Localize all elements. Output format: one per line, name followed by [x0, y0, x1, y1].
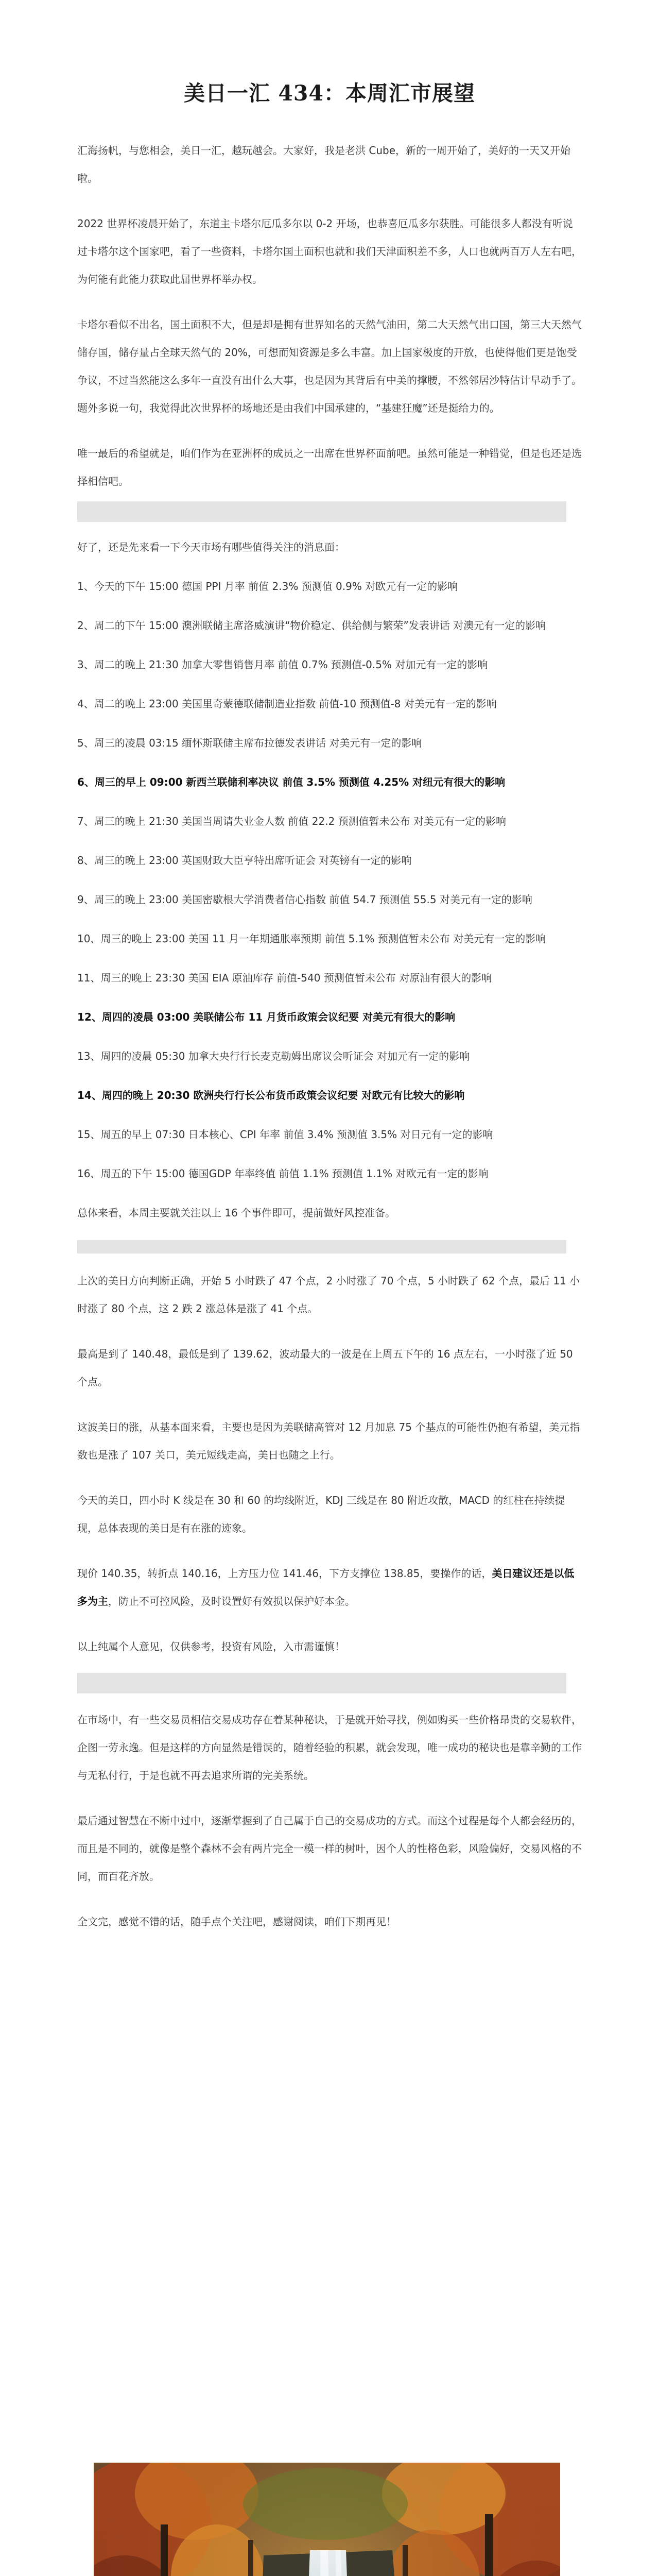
section-divider [77, 501, 566, 522]
article-content [77, 0, 582, 1936]
event-item: 14、周四的晚上 20:30 欧洲央行行长公布货币政策会议纪要 对欧元有比较大的影响 [77, 1089, 465, 1101]
event-item: 5、周三的凌晨 03:15 缅怀斯联储主席布拉德发表讲话 对美元有一定的影响 [77, 737, 422, 749]
analysis-paragraph: 这波美日的涨，从基本面来看，主要也是因为美联储高管对 12 月加息 75 个基点的可能性仍抱有希望，美元指数也是涨了 107 关口，美元短线走高，美日也随之上行。 [77, 1421, 580, 1461]
event-item: 8、周三的晚上 23:00 英国财政大臣亨特出席听证会 对英镑有一定的影响 [77, 854, 412, 867]
closing-paragraph: 全文完，感觉不错的话，随手点个关注吧，感谢阅读，咱们下期再见！ [77, 1916, 396, 1928]
intro-section [77, 137, 582, 495]
event-item: 10、周三的晚上 23:00 美国 11 月一年期通胀率预期 前值 5.1% 预测值暂未公布 对美元有一定的影响 [77, 933, 546, 945]
event-item: 16、周五的下午 15:00 德国GDP 年率终值 前值 1.1% 预测值 1.1% 对欧元有一定的影响 [77, 1167, 489, 1180]
levels-recommendation: 美日建议还是以低多为主 [77, 1567, 575, 1607]
event-item: 13、周四的凌晨 05:30 加拿大央行行长麦克勒姆出席议会听证会 对加元有一定的影响 [77, 1050, 470, 1062]
event-item: 2、周二的下午 15:00 澳洲联储主席洛威演讲“物价稳定、供给侧与繁荣”发表讲话 对澳元有一定的影响 [77, 619, 546, 632]
event-item: 12、周四的凌晨 03:00 美联储公布 11 月货币政策会议纪要 对美元有很大的影响 [77, 1011, 456, 1023]
intro-paragraph: 唯一最后的希望就是，咱们作为在亚洲杯的成员之一出席在世界杯面前吧。虽然可能是一种错觉，但是也还是选择相信吧。 [77, 447, 582, 487]
levels-paragraph [77, 1560, 582, 1615]
intro-paragraph: 2022 世界杯凌晨开始了，东道主卡塔尔厄瓜多尔以 0-2 开场，也恭喜厄瓜多尔获胜。可能很多人都没有听说过卡塔尔这个国家吧，看了一些资料，卡塔尔国土面积也就和我们天津面积差不多，人口也就两百万人左右吧，为何能有此能力获取此届世界杯举办权。 [77, 217, 582, 285]
event-item: 3、周二的晚上 21:30 加拿大零售销售月率 前值 0.7% 预测值-0.5% 对加元有一定的影响 [77, 658, 488, 671]
section-divider [77, 1673, 566, 1693]
event-item: 15、周五的早上 07:30 日本核心、CPI 年率 前值 3.4% 预测值 3.5% 对日元有一定的影响 [77, 1128, 493, 1141]
levels-tail: ，防止不可控风险，及时设置好有效损以保护好本金。 [108, 1595, 355, 1607]
closing-paragraph: 在市场中，有一些交易员相信交易成功存在着某种秘诀，于是就开始寻找，例如购买一些价格昂贵的交易软件，企图一劳永逸。但是这样的方向显然是错误的，随着经验的积累，就会发现，唯一成功的秘诀也是靠辛勤的工作与无私付行，于是也就不再去追求所谓的完美系统。 [77, 1714, 582, 1782]
event-item: 9、周三的晚上 23:00 美国密歇根大学消费者信心指数 前值 54.7 预测值 55.5 对美元有一定的影响 [77, 893, 532, 906]
analysis-paragraph: 上次的美日方向判断正确，开始 5 小时跌了 47 个点，2 小时涨了 70 个点，5 小时跌了 62 个点，最后 11 小时涨了 80 个点，这 2 跌 2 涨总体是涨了 41 个点。 [77, 1275, 580, 1315]
analysis-paragraph: 最高是到了 140.48，最低是到了 139.62，波动最大的一波是在上周五下午的 16 点左右，一小时涨了近 50 个点。 [77, 1348, 573, 1388]
closing-section [77, 1706, 582, 1936]
events-list [77, 572, 582, 1199]
event-item: 6、周三的早上 09:00 新西兰联储利率决议 前值 3.5% 预测值 4.25% 对纽元有很大的影响 [77, 776, 506, 788]
event-item: 11、周三的晚上 23:30 美国 EIA 原油库存 前值-540 预测值暂未公布 对原油有很大的影响 [77, 972, 492, 984]
levels-text: 现价 140.35，转折点 140.16，上方压力位 141.46，下方支撑位 138.85，要操作的话， [77, 1567, 492, 1580]
analysis-section [77, 1267, 582, 1660]
intro-paragraph: 汇海扬帆，与您相会，美日一汇，越玩越会。大家好，我是老洪 Cube，新的一周开始了，美好的一天又开始啦。 [77, 144, 570, 184]
event-item: 4、周二的晚上 23:00 美国里奇蒙德联储制造业指数 前值-10 预测值-8 对美元有一定的影响 [77, 698, 497, 710]
event-item: 7、周三的晚上 21:30 美国当周请失业金人数 前值 22.2 预测值暂未公布 对美元有一定的影响 [77, 815, 507, 827]
analysis-paragraph: 今天的美日，四小时 K 线是在 30 和 60 的均线附近，KDJ 三线是在 80 附近攻散，MACD 的红柱在持续提现，总体表现的美日是有在涨的迹象。 [77, 1494, 565, 1534]
event-item: 1、今天的下午 15:00 德国 PPI 月率 前值 2.3% 预测值 0.9% 对欧元有一定的影响 [77, 580, 458, 592]
events-intro: 好了，还是先来看一下今天市场有哪些值得关注的消息面： [77, 541, 345, 553]
article-title: 美日一汇 434：本周汇市展望 [184, 81, 475, 106]
events-summary: 总体来看，本周主要就关注以上 16 个事件即可，提前做好风控准备。 [77, 1207, 396, 1219]
closing-paragraph: 最后通过智慧在不断中过中，逐渐掌握到了自己属于自己的交易成功的方式。而这个过程是每个人都会经历的，而且是不同的，就像是整个森林不会有两片完全一模一样的树叶，因个人的性格色彩，风险偏好，交易风格的不同，而百花齐放。 [77, 1815, 582, 1883]
waterfall-photo [94, 2463, 560, 2576]
section-divider [77, 1240, 566, 1253]
disclaimer: 以上纯属个人意见，仅供参考，投资有风险，入市需谨慎！ [77, 1640, 345, 1653]
intro-paragraph: 卡塔尔看似不出名，国土面积不大，但是却是拥有世界知名的天然气油田，第二大天然气出口国，第三大天然气储存国，储存量占全球天然气的 20%，可想而知资源是多么丰富。加上国家极度的开放，也使得他们更是饱受争议，不过当然能这么多年一直没有出什么大事，也是因为其背后有中美的撑腰，不然邻居沙特估计早动手了。题外多说一句，我觉得此次世界杯的场地还是由我们中国承建的，“基建狂魔”还是挺给力的。 [77, 318, 582, 414]
